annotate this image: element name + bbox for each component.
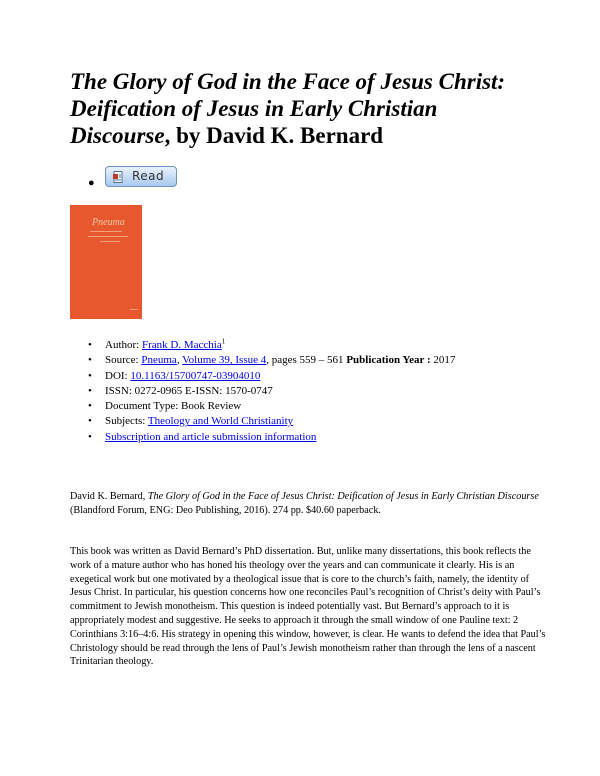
author-footnote: 1 bbox=[221, 337, 226, 346]
citation-book-title: The Glory of God in the Face of Jesus Christ: Deification of Jesus in Early Christian Discourse bbox=[147, 491, 539, 502]
page-range: , pages 559 – 561 bbox=[266, 354, 344, 367]
book-citation bbox=[70, 490, 550, 518]
journal-link[interactable]: Pneuma bbox=[141, 354, 177, 367]
meta-document-type: • Document Type: Book Review bbox=[88, 399, 455, 414]
subjects-link[interactable]: Theology and World Christianity bbox=[147, 415, 294, 428]
meta-subscription bbox=[88, 430, 455, 445]
meta-source: • Source: Pneuma, Volume 39, Issue 4, pages 559 – 561 Publication Year : 2017 bbox=[88, 353, 455, 368]
journal-cover-image[interactable] bbox=[70, 205, 142, 319]
meta-issn: • ISSN: 0272-0965 E-ISSN: 1570-0747 bbox=[88, 384, 455, 399]
publication-year-label: Publication Year : bbox=[346, 354, 431, 367]
cover-journal-name: Pneuma bbox=[92, 217, 125, 228]
issue-link[interactable]: Volume 39, Issue 4 bbox=[182, 354, 267, 367]
cover-text-line bbox=[90, 231, 122, 232]
meta-subjects: • Subjects: Theology and World Christianity bbox=[88, 414, 455, 429]
publication-year: 2017 bbox=[433, 354, 456, 367]
review-paragraph: This book was written as David Bernard’s PhD dissertation. But, unlike many dissertations, this book reflects the work of a mature author who has honed his theology over the years and can communicate it clearly. His is an exegetical work but one motivated by a theological issue that is core to the church’s faith, namely, the identity of Jesus Christ. In particular, his question concerns how one reconciles Paul’s recognition of Christ’s deity with Paul’s commitment to Jewish monotheism. This question is indeed potentially vast. But Bernard’s approach to it is appropriately modest and suggestive. He seeks to approach it through the small window of one Pauline text: 2 Corinthians 3:16–4:6. His strategy in opening this window, however, is clear. He wants to defend the idea that Paul’s Christology should be read through the lens of Paul’s Jewish monotheism rather than through the lens of a nascent Trinitarian theology. bbox=[70, 546, 546, 668]
cover-text-line bbox=[88, 236, 128, 237]
bullet: ● bbox=[88, 177, 95, 189]
article-metadata-list bbox=[88, 338, 455, 445]
title-author: , by David K. Bernard bbox=[164, 123, 384, 148]
meta-author: • Author: Frank D. Macchia$^1$ bbox=[88, 338, 455, 353]
cover-text-line bbox=[130, 309, 138, 310]
page-title bbox=[70, 68, 540, 149]
document-icon bbox=[113, 171, 124, 183]
meta-doi: • DOI: 10.1163/15700747-03904010 bbox=[88, 369, 455, 384]
subscription-info-link[interactable]: Subscription and article submission information bbox=[105, 430, 317, 443]
citation-author: David K. Bernard, bbox=[70, 491, 148, 502]
cover-text-line bbox=[100, 241, 120, 242]
citation-publication: (Blandford Forum, ENG: Deo Publishing, 2016). 274 pp. $40.60 paperback. bbox=[70, 504, 381, 516]
book-title: The Glory of God in the Face of Jesus Christ: Deification of Jesus in Early Christian Discourse bbox=[70, 69, 506, 148]
author-link[interactable]: Frank D. Macchia bbox=[141, 339, 222, 351]
read-button-label: Read bbox=[132, 169, 165, 183]
doi-link[interactable]: 10.1163/15700747-03904010 bbox=[130, 369, 261, 382]
read-button[interactable] bbox=[105, 166, 177, 187]
